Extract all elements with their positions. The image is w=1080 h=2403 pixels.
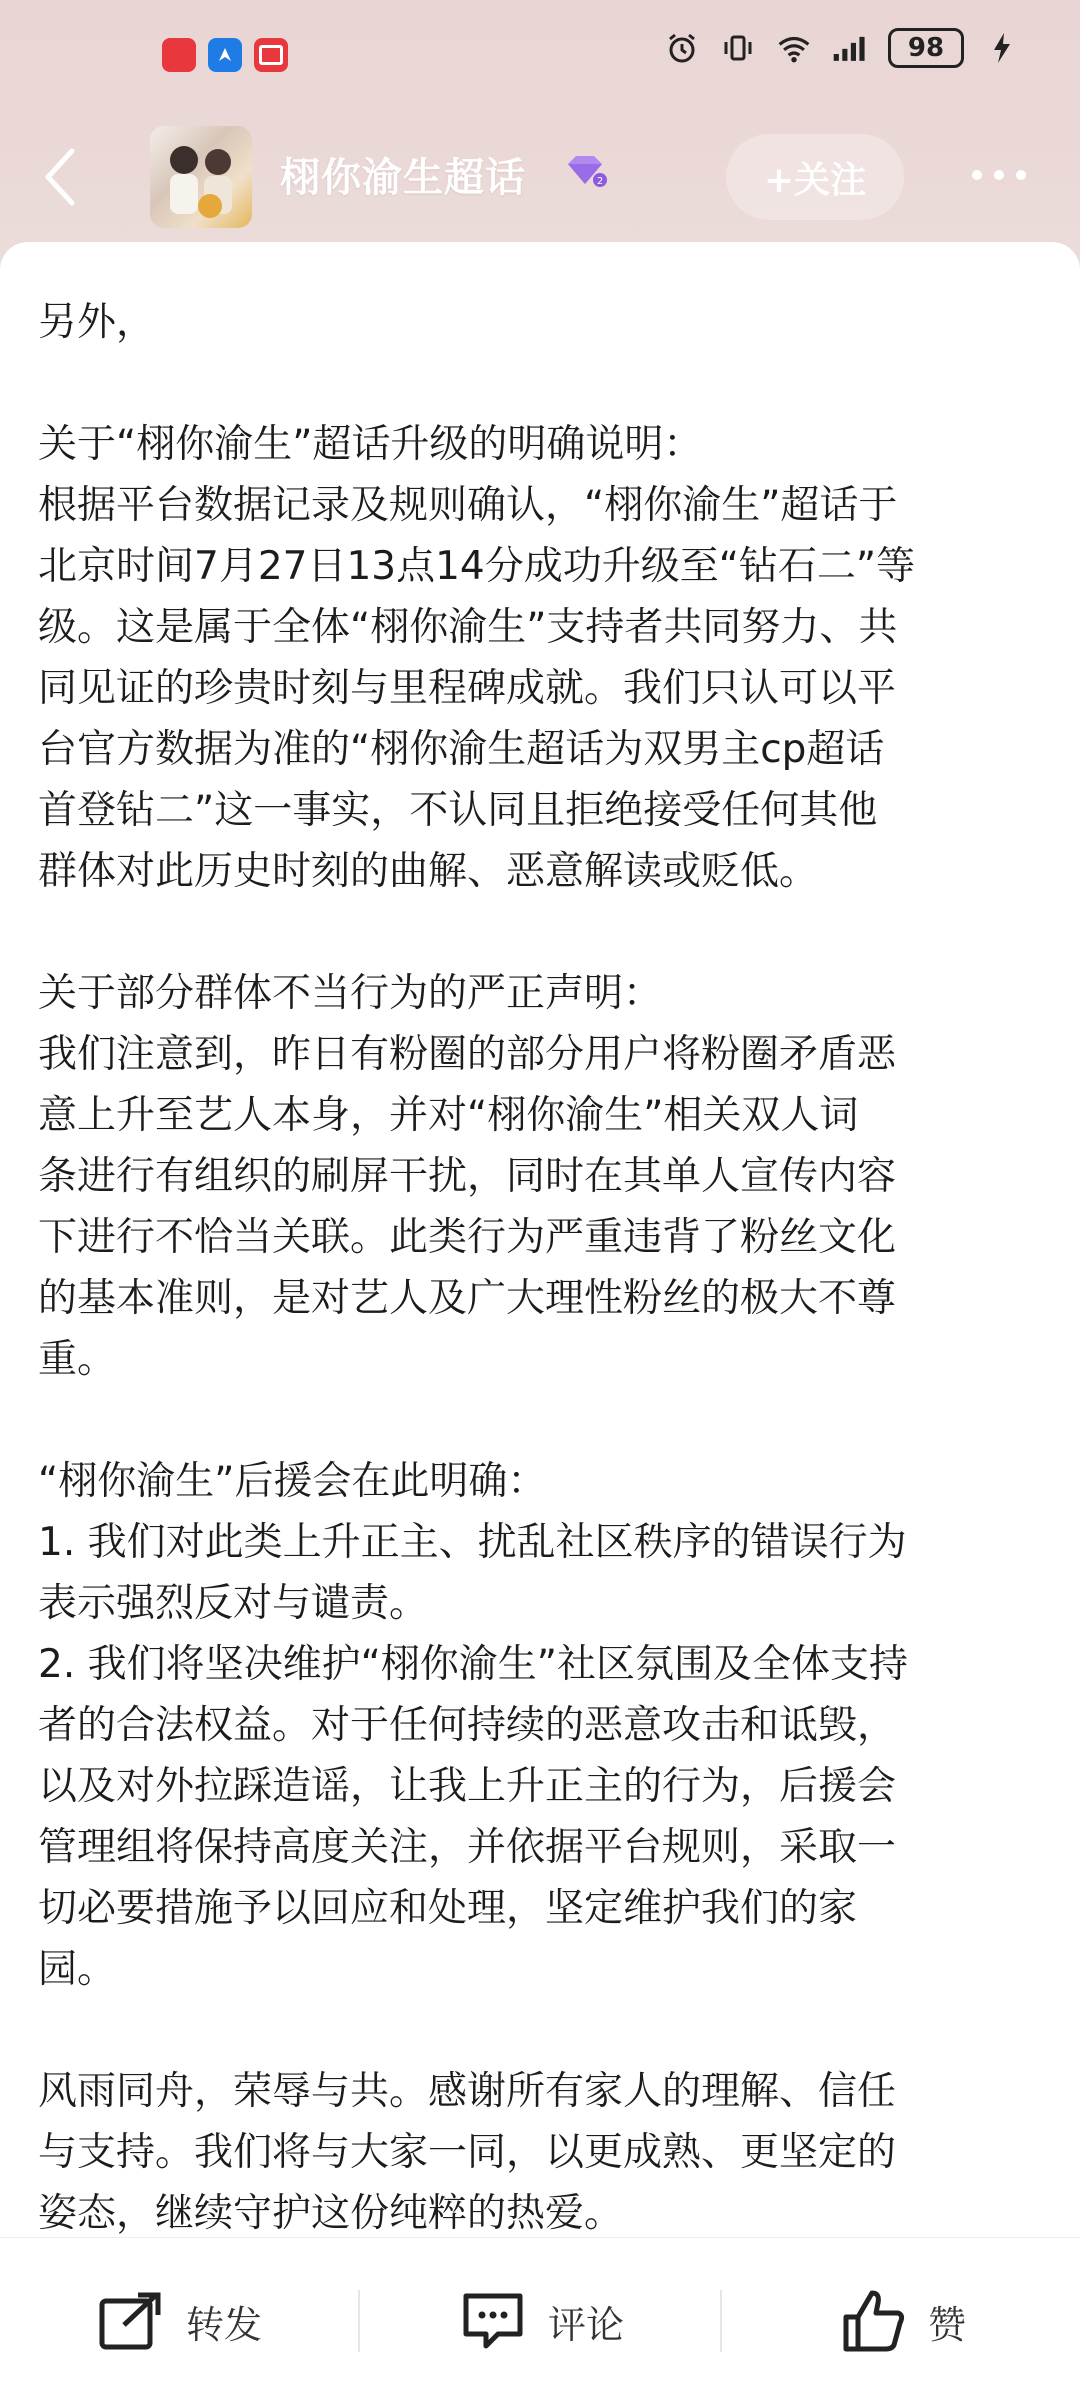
- status-indicators: [664, 28, 1020, 68]
- post-text-line: 管理组将保持高度关注，并依据平台规则，采取一: [38, 1825, 897, 1870]
- battery-level: 98: [907, 33, 945, 63]
- post-text-line: 关于“栩你渝生”超话升级的明确说明：: [38, 422, 703, 467]
- post-text-line: 级。这是属于全体“栩你渝生”支持者共同努力、共: [38, 605, 898, 650]
- post-text-line: 1. 我们对此类上升正主、扰乱社区秩序的错误行为: [38, 1520, 907, 1565]
- post-text-line: 同见证的珍贵时刻与里程碑成就。我们只认可以平: [38, 666, 897, 711]
- topic-header: [0, 120, 1080, 232]
- blue-app-icon: [208, 38, 242, 72]
- post-text-line: 的基本准则，是对艺人及广大理性粉丝的极大不尊: [38, 1276, 897, 1321]
- post-body: [38, 292, 1048, 2244]
- paragraph-gap: [38, 353, 1048, 414]
- post-text-line: 2. 我们将坚决维护“栩你渝生”社区氛围及全体支持: [38, 1642, 909, 1687]
- charging-icon: [984, 30, 1020, 66]
- alarm-icon: [664, 30, 700, 66]
- post-text-line: 姿态，继续守护这份纯粹的热爱。: [38, 2191, 624, 2236]
- comment-icon: [460, 2290, 526, 2352]
- post-text-line: 北京时间7月27日13点14分成功升级至“钻石二”等: [38, 544, 916, 589]
- topic-title: 栩你渝生超话: [280, 155, 526, 201]
- thumbs-up-icon: [842, 2289, 906, 2353]
- post-text-line: 台官方数据为准的“栩你渝生超话为双男主cp超话: [38, 727, 885, 772]
- paragraph-gap: [38, 1390, 1048, 1451]
- follow-button[interactable]: +关注: [726, 134, 904, 220]
- paragraph-gap: [38, 902, 1048, 963]
- post-text-line: 重。: [38, 1337, 117, 1382]
- divider: [358, 2290, 360, 2352]
- repost-button[interactable]: [98, 2266, 262, 2376]
- post-text-line: 下进行不恰当关联。此类行为严重违背了粉丝文化: [38, 1215, 897, 1260]
- post-text-line: 以及对外拉踩造谣，让我上升正主的行为，后援会: [38, 1764, 897, 1809]
- red-app-icon: [254, 38, 288, 72]
- post-text-line: 切必要措施予以回应和处理，坚定维护我们的家: [38, 1886, 858, 1931]
- post-card: [0, 242, 1080, 2403]
- post-text-line: 意上升至艺人本身，并对“栩你渝生”相关双人词: [38, 1093, 859, 1138]
- back-arrow-icon: [42, 147, 78, 207]
- paragraph-gap: [38, 2000, 1048, 2061]
- topic-avatar[interactable]: [150, 126, 252, 228]
- svg-text:2: 2: [596, 176, 604, 187]
- repost-label: 转发: [186, 2302, 263, 2347]
- post-text-line: 园。: [38, 1947, 117, 1992]
- post-text-line: 者的合法权益。对于任何持续的恶意攻击和诋毁，: [38, 1703, 897, 1748]
- notification-app-icons: [162, 38, 288, 72]
- battery-indicator: [888, 28, 964, 68]
- signal-icon: [832, 30, 868, 66]
- post-text-line: 条进行有组织的刷屏干扰，同时在其单人宣传内容: [38, 1154, 897, 1199]
- diamond-badge-icon: [562, 154, 608, 192]
- divider: [720, 2290, 722, 2352]
- post-text-line: 关于部分群体不当行为的严正声明：: [38, 971, 663, 1016]
- post-text-line: “栩你渝生”后援会在此明确：: [38, 1459, 547, 1504]
- post-text-line: 与支持。我们将与大家一同，以更成熟、更坚定的: [38, 2130, 897, 2175]
- bottom-action-bar: [0, 2237, 1080, 2403]
- huawei-app-icon: [162, 38, 196, 72]
- comment-button[interactable]: [460, 2266, 624, 2376]
- post-text-line: 群体对此历史时刻的曲解、恶意解读或贬低。: [38, 849, 819, 894]
- post-text-line: 另外，: [38, 300, 156, 345]
- share-icon: [98, 2291, 164, 2351]
- post-text-line: 风雨同舟，荣辱与共。感谢所有家人的理解、信任: [38, 2069, 897, 2114]
- back-button[interactable]: [32, 142, 88, 212]
- wifi-icon: [776, 30, 812, 66]
- more-dots-icon[interactable]: [956, 150, 1042, 200]
- like-button[interactable]: [842, 2266, 966, 2376]
- comment-label: 评论: [548, 2302, 625, 2347]
- post-text-line: 根据平台数据记录及规则确认，“栩你渝生”超话于: [38, 483, 898, 528]
- status-bar: [0, 0, 1080, 110]
- post-text-line: 首登钻二”这一事实，不认同且拒绝接受任何其他: [38, 788, 878, 833]
- post-text-line: 表示强烈反对与谴责。: [38, 1581, 429, 1626]
- vibrate-icon: [720, 30, 756, 66]
- post-text-line: 我们注意到，昨日有粉圈的部分用户将粉圈矛盾恶: [38, 1032, 897, 1077]
- like-label: 赞: [928, 2302, 967, 2347]
